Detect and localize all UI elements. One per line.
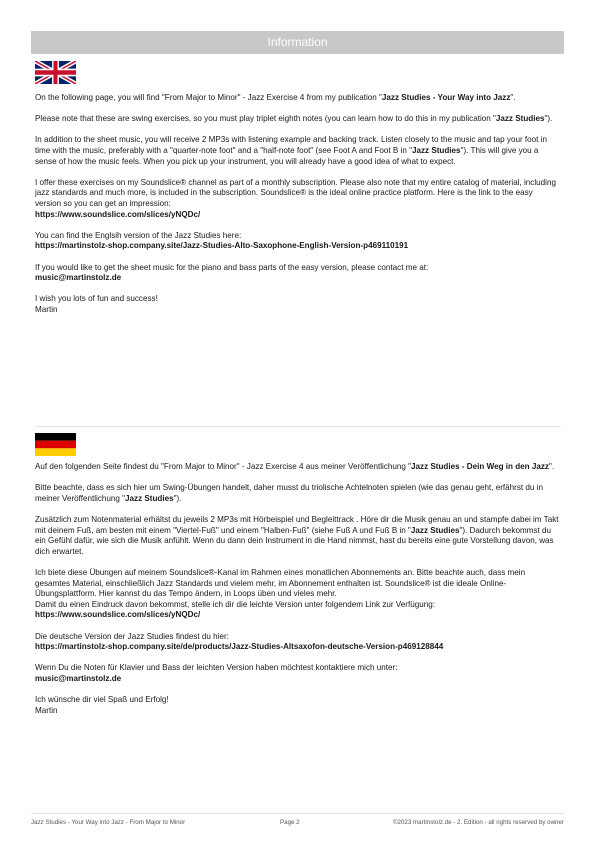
english-paragraph-intro: On the following page, you will find "From Major to Minor" - Jazz Exercise 4 from my publication "Jazz Studies - Your Way into Jazz". [35,93,516,102]
section-divider [35,426,561,427]
english-paragraph-contact: If you would like to get the sheet music for the piano and bass parts of the easy version, please contact me at: music@martinstolz.de [35,262,429,283]
english-paragraph-swing: Please note that these are swing exercises, so you must play triplet eighth notes (you can learn how to do this in my publication "Jazz Studies"). [35,114,553,124]
page-number: Page 2 [280,819,300,826]
shop-link-english[interactable]: https://martinstolz-shop.company.site/Jazz-Studies-Alto-Saxophone-English-Version-p469110191 [35,241,409,251]
german-closing: Ich wünsche dir viel Spaß und Erfolg! Martin [35,695,169,715]
germany-flag-icon [35,433,76,456]
english-section [35,93,561,326]
publication-title-de: Jazz Studies - Dein Weg in den Jazz [411,462,549,471]
header-title: Information [267,35,328,49]
german-paragraph-soundslice: Ich biete diese Übungen auf meinem Soundslice®-Kanal im Rahmen eines monatlichen Abonnements an. Bitte beachte auch, dass mein gesamtes Material, einschließlich Jazz Standards und vielem mehr, im Abonnement enthalten ist. Soundslice® ist die ideale Online-Übungsplattform. Hier kannst du das Tempo ändern, in Loops üben und vieles mehr. Damit du einen Eindruck davon bekommst, stelle ich dir die leichte Version unter folgendem Link zur Verfügung: https://www.soundslice.com/slices/yNQDc/ [35,567,526,620]
uk-flag-icon [35,61,76,84]
footer-copyright: ©2023 martinstolz.de - 2. Edition - all rights reserved by owner [392,819,564,826]
footer-left: Jazz Studies - Your Way into Jazz - From Major to Minor [31,819,186,826]
english-paragraph-soundslice: I offer these exercises on my Soundslice® channel as part of a monthly subscription. Please also note that my entire catalog of material, including jazz standards and much more, is included in the subscription. Soundslice® is the ideal online practice platform. Here is the link to the easy version so you can get an impression: https://www.soundslice.com/slices/yNQDc/ [35,177,556,219]
english-paragraph-shop: You can find the Englsih version of the Jazz Studies here: https://martinstolz-shop.company.site/Jazz-Studies-Alto-Saxophone-English-Version-p469110191 [35,230,409,251]
contact-email-de[interactable]: music@martinstolz.de [35,673,122,683]
soundslice-link-de[interactable]: https://www.soundslice.com/slices/yNQDc/ [35,610,201,620]
soundslice-link[interactable]: https://www.soundslice.com/slices/yNQDc/ [35,209,201,219]
german-paragraph-mp3: Zusätzlich zum Notenmaterial erhältst du jeweils 2 MP3s mit Hörbeispiel und Begleittrack . Höre dir die Musik genau an und stampfe dabei im Takt mit deinem Fuß, am besten mit einem "Viertel-Fuß" und einem "Halben-Fuß" (siehe Fuß A und Fuß B in "Jazz Studies"). Dadurch bekommst du ein Gefühl dafür, wie sich die Musik anfühlt. Wenn du dann dein Instrument in die Hand nimmst, hast du bereits eine gute Vorstellung davon, was dich erwartet. [35,514,559,556]
english-closing: I wish you lots of fun and success! Martin [35,294,158,314]
german-paragraph-shop: Die deutsche Version der Jazz Studies findest du hier: https://martinstolz-shop.company.site/de/products/Jazz-Studies-Altsaxofon-deutsche-Version-p469128844 [35,631,444,652]
english-paragraph-mp3: In addition to the sheet music, you will receive 2 MP3s with listening example and backing track. Listen closely to the music and tap your foot in time with the music, preferably with a "quarter-note foot" and a "half-note foot" (see Foot A and Foot B in "Jazz Studies"). This will give you a sense of how the music feels. When you pick up your instrument, you will already have a good idea of what to expect. [35,135,547,166]
signature-de: Martin [35,705,58,715]
footer-divider [31,813,564,814]
shop-link-german[interactable]: https://martinstolz-shop.company.site/de/products/Jazz-Studies-Altsaxofon-deutsche-Version-p469128844 [35,642,444,652]
german-paragraph-intro: Auf den folgenden Seite findest du "From Major to Minor" - Jazz Exercise 4 aus meiner Veröffentlichung "Jazz Studies - Dein Weg in den Jazz". [35,462,555,471]
contact-email[interactable]: music@martinstolz.de [35,273,122,283]
publication-title: Jazz Studies - Your Way into Jazz [381,93,511,102]
german-paragraph-contact: Wenn Du die Noten für Klavier und Bass der leichten Version haben möchtest kontaktiere mich unter: music@martinstolz.de [35,663,398,683]
german-paragraph-swing: Bitte beachte, dass es sich hier um Swing-Übungen handelt, daher musst du triolische Achtelnoten spielen (wie das genau geht, erfährst du in meiner Veröffentlichung "Jazz Studies"). [35,483,543,503]
signature: Martin [35,304,58,314]
header-bar [31,31,564,54]
german-section [35,462,561,727]
